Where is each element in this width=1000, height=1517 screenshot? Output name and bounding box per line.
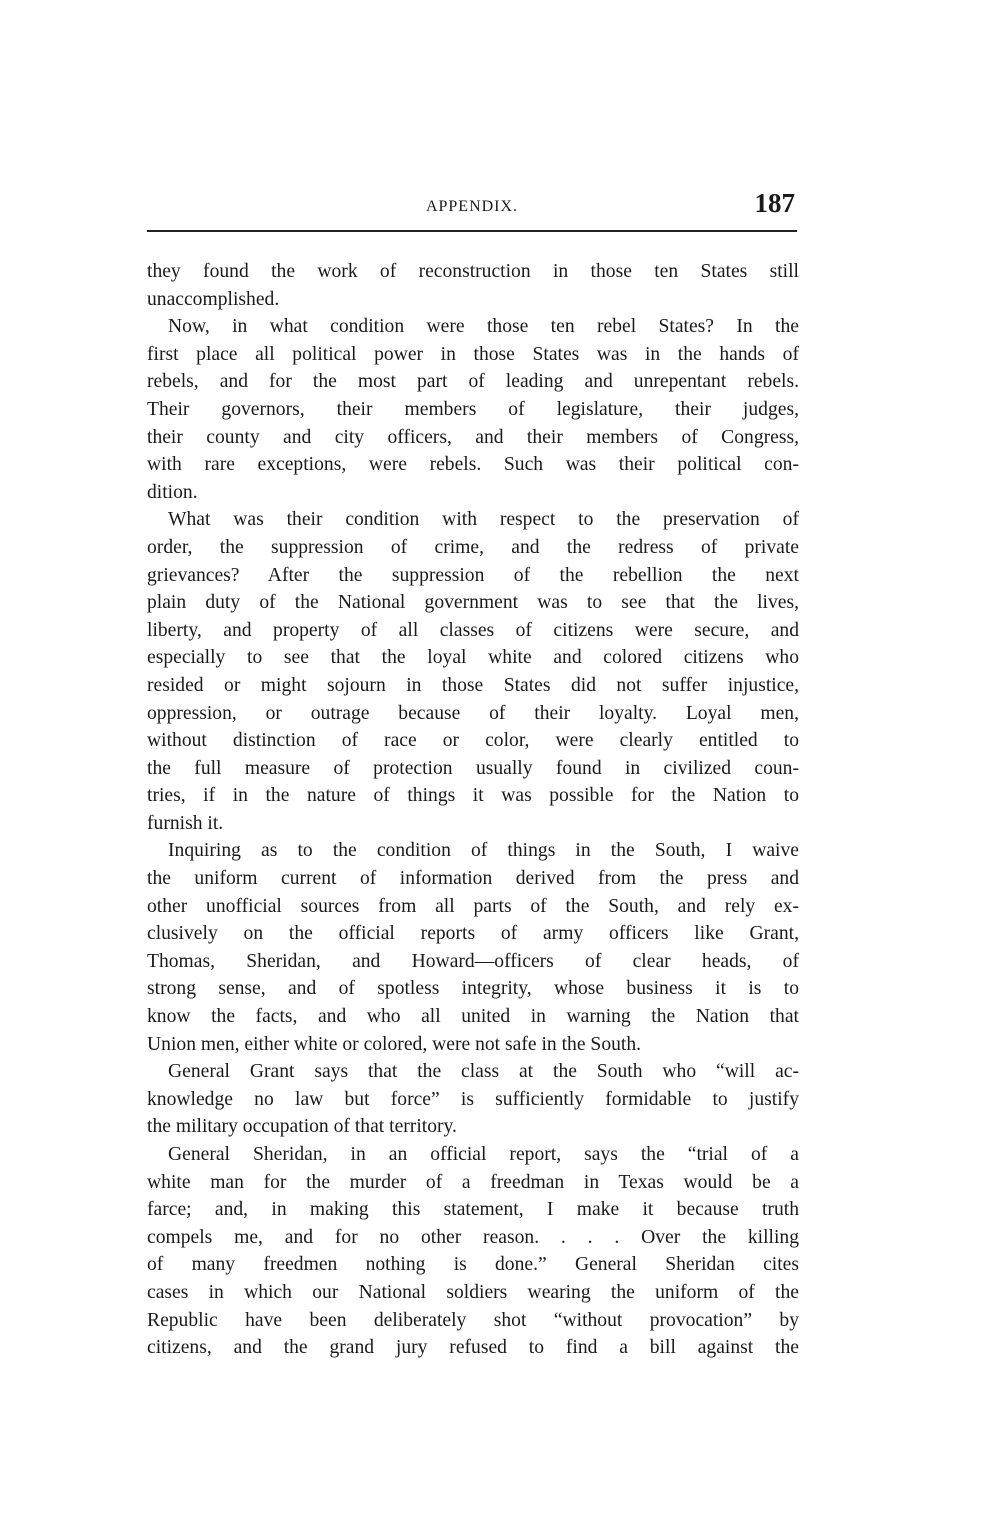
text-line: dition. (147, 481, 198, 503)
text-line: they found the work of reconstruction in those ten States still (147, 261, 799, 282)
text-line: furnish it. (147, 812, 224, 834)
text-line: unaccomplished. (147, 288, 280, 310)
page-number: 187 (754, 188, 795, 218)
text-line: General Sheridan, in an official report, says the “trial of a (168, 1144, 799, 1165)
text-line: know the facts, and who all united in warning the Nation that (147, 1006, 799, 1028)
text-line: without distinction of race or color, were clearly entitled to (147, 730, 799, 752)
text-line: Union men, either white or colored, were not safe in the South. (147, 1033, 642, 1055)
text-line: oppression, or outrage because of their loyalty. Loyal men, (147, 702, 799, 724)
text-line: first place all political power in those States was in the hands of (147, 343, 799, 365)
text-line: the uniform current of information derived from the press and (147, 868, 799, 890)
text-line: tries, if in the nature of things it was possible for the Nation to (147, 785, 799, 807)
text-line: grievances? After the suppression of the rebellion the next (147, 564, 799, 586)
text-line: cases in which our National soldiers wearing the uniform of the (147, 1281, 799, 1303)
text-line: especially to see that the loyal white and colored citizens who (147, 647, 799, 669)
text-line: the full measure of protection usually found in civilized coun- (147, 757, 799, 779)
paragraph (147, 1058, 799, 1141)
page-header (147, 188, 797, 222)
text-line: What was their condition with respect to the preservation of (168, 509, 799, 531)
text-line: with rare exceptions, were rebels. Such was their political con- (147, 454, 799, 476)
text-line: of many freedmen nothing is done.” General Sheridan cites (147, 1254, 799, 1276)
text-line: strong sense, and of spotless integrity, whose business it is to (147, 978, 799, 1000)
paragraph (147, 258, 799, 313)
paragraph (147, 313, 799, 506)
text-line: Their governors, their members of legislature, their judges, (147, 398, 799, 420)
running-title: APPENDIX. (425, 198, 519, 215)
text-line: citizens, and the grand jury refused to find a bill against the (147, 1337, 799, 1359)
text-line: General Grant says that the class at the South who “will ac- (168, 1061, 799, 1083)
text-line: clusively on the official reports of army officers like Grant, (147, 923, 799, 945)
paragraph (147, 1141, 799, 1362)
text-line: the military occupation of that territory. (147, 1116, 457, 1138)
text-line: Thomas, Sheridan, and Howard—officers of clear heads, of (147, 950, 799, 972)
text-line: other unofficial sources from all parts of the South, and rely ex- (147, 895, 799, 917)
text-line: Inquiring as to the condition of things in the South, I waive (168, 840, 799, 862)
text-line: liberty, and property of all classes of citizens were secure, and (147, 619, 799, 641)
text-line: white man for the murder of a freedman in Texas would be a (147, 1171, 799, 1193)
text-line: Now, in what condition were those ten rebel States? In the (168, 316, 799, 338)
text-line: order, the suppression of crime, and the redress of private (147, 536, 799, 558)
text-line: their county and city officers, and their members of Congress, (147, 426, 799, 448)
text-line: farce; and, in making this statement, I make it because truth (147, 1199, 799, 1221)
header-rule (147, 230, 797, 232)
text-line: knowledge no law but force” is sufficiently formidable to justify (147, 1088, 799, 1110)
text-line: resided or might sojourn in those States did not suffer injustice, (147, 674, 799, 696)
page-body (147, 258, 799, 1362)
paragraph (147, 506, 799, 837)
text-line: rebels, and for the most part of leading and unrepentant rebels. (147, 371, 799, 393)
paragraph (147, 837, 799, 1058)
text-line: Republic have been deliberately shot “without provocation” by (147, 1309, 799, 1331)
text-line: plain duty of the National government was to see that the lives, (147, 592, 799, 614)
text-line: compels me, and for no other reason. . . . Over the killing (147, 1226, 799, 1248)
